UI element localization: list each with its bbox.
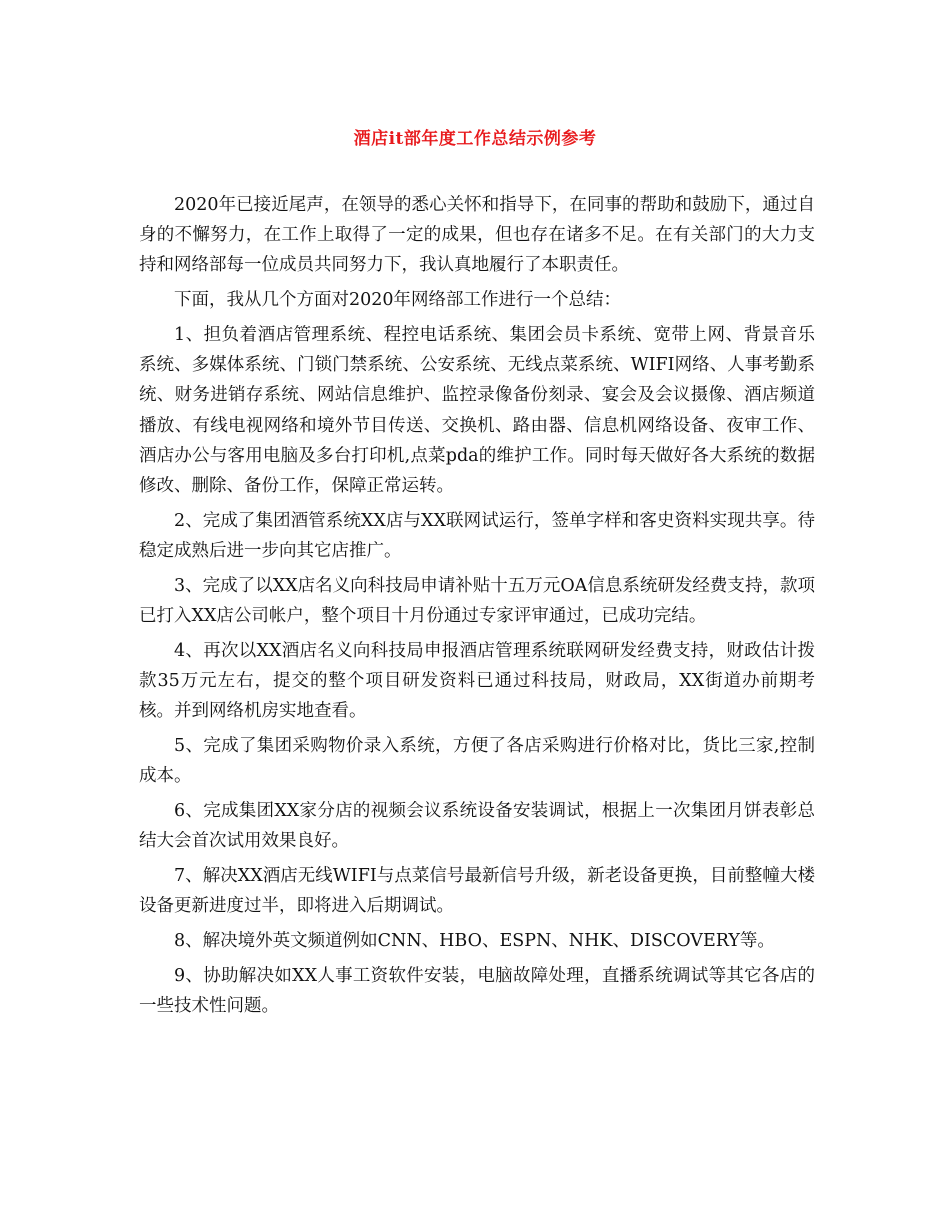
- document-body: [139, 190, 815, 1026]
- paragraph-item-2: 2、完成了集团酒管系统XX店与XX联网试运行，签单字样和客史资料实现共享。待稳定成熟后进一步向其它店推广。: [139, 510, 815, 562]
- paragraph-item-4: 4、再次以XX酒店名义向科技局申报酒店管理系统联网研发经费支持，财政估计拨款35万元左右，提交的整个项目研发资料已通过科技局，财政局，XX街道办前期考核。并到网络机房实地查看。: [139, 640, 815, 722]
- paragraph-item-8: 8、解决境外英文频道例如CNN、HBO、ESPN、NHK、DISCOVERY等。: [174, 931, 775, 952]
- paragraph-item-5: 5、完成了集团采购物价录入系统，方便了各店采购进行价格对比，货比三家,控制成本。: [139, 736, 815, 787]
- paragraph-item-9: 9、协助解决如XX人事工资软件安装，电脑故障处理，直播系统调试等其它各店的一些技术性问题。: [139, 965, 815, 1017]
- document-title: 酒店it部年度工作总结示例参考: [353, 129, 597, 149]
- paragraph-item-1: 1、担负着酒店管理系统、程控电话系统、集团会员卡系统、宽带上网、背景音乐系统、多媒体系统、门锁门禁系统、公安系统、无线点菜系统、WIFI网络、人事考勤系统、财务进销存系统、网站信息维护、监控录像备份刻录、宴会及会议摄像、酒店频道播放、有线电视网络和境外节目传送、交换机、路由器、信息机网络设备、夜审工作、酒店办公与客用电脑及多台打印机,点菜pda的维护工作。同时每天做好各大系统的数据修改、删除、备份工作，保障正常运转。: [139, 325, 815, 497]
- paragraph-item-3: 3、完成了以XX店名义向科技局申请补贴十五万元OA信息系统研发经费支持，款项已打入XX店公司帐户，整个项目十月份通过专家评审通过，已成功完结。: [139, 575, 815, 627]
- paragraph-overview: 下面，我从几个方面对2020年网络部工作进行一个总结：: [174, 290, 622, 311]
- paragraph-item-7: 7、解决XX酒店无线WIFI与点菜信号最新信号升级，新老设备更换，目前整幢大楼设备更新进度过半，即将进入后期调试。: [139, 866, 815, 917]
- paragraph-item-6: 6、完成集团XX家分店的视频会议系统设备安装调试，根据上一次集团月饼表彰总结大会首次试用效果良好。: [139, 801, 815, 852]
- paragraph-intro: 2020年已接近尾声，在领导的悉心关怀和指导下，在同事的帮助和鼓励下，通过自身的不懈努力，在工作上取得了一定的成果，但也存在诸多不足。在有关部门的大力支持和网络部每一位成员共同努力下，我认真地履行了本职责任。: [139, 195, 815, 276]
